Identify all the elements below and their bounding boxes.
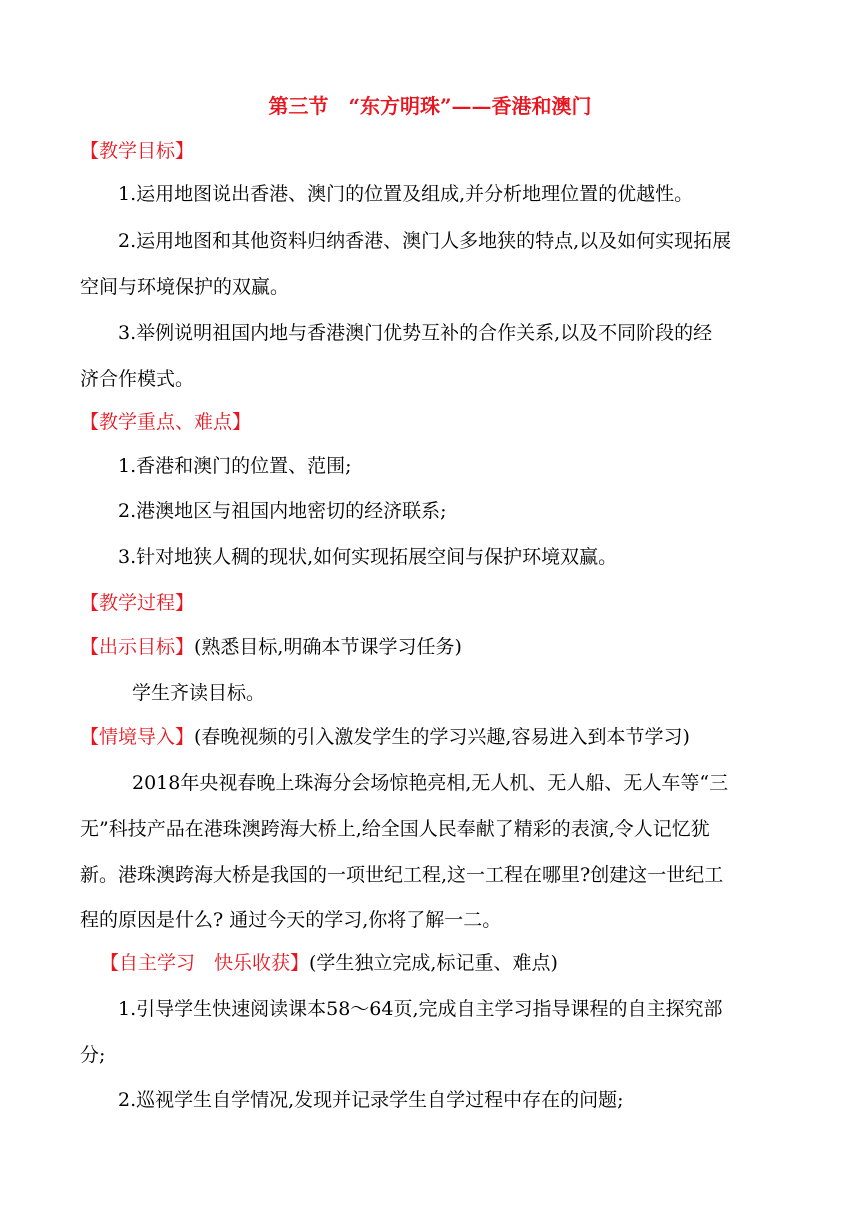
goal-item-3-continued: 济合作模式。 bbox=[80, 368, 195, 390]
process-heading: 【教学过程】 bbox=[80, 592, 195, 614]
self-study-paragraph bbox=[100, 950, 558, 976]
intro-line-2: 无”科技产品在港珠澳跨海大桥上,给全国人民奉献了精彩的表演,令人记忆犹 bbox=[80, 818, 710, 840]
goal-item-2-continued: 空间与环境保护的双赢。 bbox=[80, 276, 290, 298]
self-study-note: (学生独立完成,标记重、难点) bbox=[309, 952, 558, 974]
goal-item-2: 2.运用地图和其他资料归纳香港、澳门人多地狭的特点,以及如何实现拓展 bbox=[118, 230, 732, 252]
key-point-3: 3.针对地狭人稠的现状,如何实现拓展空间与保护环境双赢。 bbox=[118, 546, 618, 568]
key-point-2: 2.港澳地区与祖国内地密切的经济联系; bbox=[118, 500, 447, 522]
intro-line-1: 2018年央视春晚上珠海分会场惊艳亮相,无人机、无人船、无人车等“三 bbox=[132, 772, 729, 794]
self-study-item-1: 1.引导学生快速阅读课本58～64页,完成自主学习指导课程的自主探究部 bbox=[118, 998, 723, 1020]
goal-item-3: 3.举例说明祖国内地与香港澳门优势互补的合作关系,以及不同阶段的经 bbox=[118, 322, 713, 344]
intro-line-3: 新。港珠澳跨海大桥是我国的一项世纪工程,这一工程在哪里?创建这一世纪工 bbox=[80, 864, 724, 886]
show-goals-paragraph bbox=[80, 634, 462, 660]
intro-note: (春晚视频的引入激发学生的学习兴趣,容易进入到本节学习) bbox=[194, 726, 690, 748]
show-goals-heading: 【出示目标】 bbox=[80, 636, 195, 658]
key-point-1: 1.香港和澳门的位置、范围; bbox=[118, 455, 352, 477]
self-study-item-1-continued: 分; bbox=[80, 1044, 106, 1066]
goal-item-1: 1.运用地图说出香港、澳门的位置及组成,并分析地理位置的优越性。 bbox=[118, 183, 694, 205]
intro-line-4: 程的原因是什么? 通过今天的学习,你将了解一二。 bbox=[80, 909, 502, 931]
show-goals-body: 学生齐读目标。 bbox=[132, 682, 266, 704]
goals-heading: 【教学目标】 bbox=[80, 140, 195, 162]
key-points-heading: 【教学重点、难点】 bbox=[80, 411, 252, 433]
self-study-item-2: 2.巡视学生自学情况,发现并记录学生自学过程中存在的问题; bbox=[118, 1089, 624, 1111]
show-goals-note: (熟悉目标,明确本节课学习任务) bbox=[194, 636, 462, 658]
self-study-heading: 【自主学习 快乐收获】 bbox=[100, 952, 310, 974]
page-title: 第三节 “东方明珠”——香港和澳门 bbox=[268, 94, 592, 118]
intro-heading: 【情境导入】 bbox=[80, 726, 195, 748]
intro-paragraph bbox=[80, 724, 690, 750]
